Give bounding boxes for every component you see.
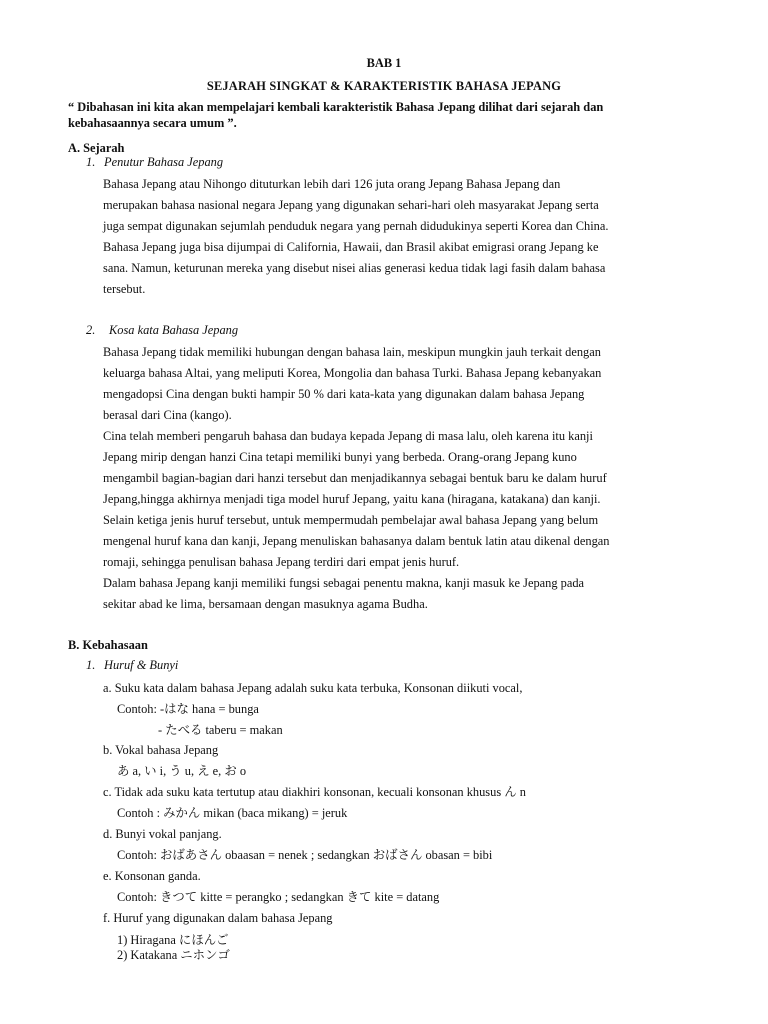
paragraph-line: Dalam bahasa Jepang kanji memiliki fungsi sebagai penentu makna, kanji masuk ke Jepang pada xyxy=(103,576,585,590)
item-f-hiragana: 1) Hiragana にほんご xyxy=(117,933,229,947)
paragraph-line: Bahasa Jepang tidak memiliki hubungan dengan bahasa lain, meskipun mungkin jauh terkait dengan xyxy=(103,345,601,359)
paragraph-line: Selain ketiga jenis huruf tersebut, untuk mempermudah pembelajar awal bahasa Jepang yang belum xyxy=(103,513,599,527)
item-d-example: Contoh: おばあさん obaasan = nenek ; sedangkan おばさん obasan = bibi xyxy=(117,848,493,862)
section-a-sub2-number: 2. xyxy=(86,323,96,337)
paragraph-line: Jepang,hingga akhirnya menjadi tiga model huruf Jepang, yaitu kana (hiragana, katakana) dan kanji. xyxy=(103,492,601,506)
paragraph-line: juga sempat digunakan sejumlah penduduk negara yang pernah didudukinya seperti Korea dan China. xyxy=(103,219,609,233)
paragraph-line: mengadopsi Cina dengan bukti hampir 50 % dari kata-kata yang digunakan dalam bahasa Jepang xyxy=(103,387,585,401)
intro-line-2: kebahasaannya secara umum ”. xyxy=(68,116,237,130)
section-a-sub1-title: Penutur Bahasa Jepang xyxy=(104,155,224,169)
intro-line-1: “ Dibahasan ini kita akan mempelajari kembali karakteristik Bahasa Jepang dilihat dari sejarah dan xyxy=(68,100,604,114)
paragraph-line: merupakan bahasa nasional negara Jepang yang digunakan sehari-hari oleh masyarakat Jepang serta xyxy=(103,198,599,212)
item-c: c. Tidak ada suku kata tertutup atau diakhiri konsonan, kecuali konsonan khusus ん n xyxy=(103,785,526,799)
paragraph-line: keluarga bahasa Altai, yang meliputi Korea, Mongolia dan bahasa Turki. Bahasa Jepang kebanyakan xyxy=(103,366,602,380)
item-a: a. Suku kata dalam bahasa Jepang adalah suku kata terbuka, Konsonan diikuti vocal, xyxy=(103,681,523,695)
section-a-heading: A. Sejarah xyxy=(68,141,125,155)
section-a-sub1-number: 1. xyxy=(86,155,96,169)
paragraph-line: Bahasa Jepang atau Nihongo dituturkan lebih dari 126 juta orang Jepang Bahasa Jepang dan xyxy=(103,177,561,191)
paragraph-line: Cina telah memberi pengaruh bahasa dan budaya kepada Jepang di masa lalu, oleh karena itu kanji xyxy=(103,429,593,443)
paragraph-line: Bahasa Jepang juga bisa dijumpai di California, Hawaii, dan Brasil akibat emigrasi orang Jepang ke xyxy=(103,240,599,254)
chapter-label: BAB 1 xyxy=(366,56,402,70)
paragraph-line: berasal dari Cina (kango). xyxy=(103,408,232,422)
section-b-sub1-number: 1. xyxy=(86,658,96,672)
item-e: e. Konsonan ganda. xyxy=(103,869,201,883)
item-b: b. Vokal bahasa Jepang xyxy=(103,743,219,757)
item-a-example-2: - たべる taberu = makan xyxy=(158,723,283,737)
paragraph-line: sekitar abad ke lima, bersamaan dengan masuknya agama Budha. xyxy=(103,597,428,611)
paragraph-line: romaji, sehingga penulisan bahasa Jepang terdiri dari empat jenis huruf. xyxy=(103,555,460,569)
item-b-example: あ a, い i, う u, え e, お o xyxy=(117,764,247,778)
section-b-sub1-title: Huruf & Bunyi xyxy=(104,658,179,672)
item-f-katakana: 2) Katakana ニホンゴ xyxy=(117,948,230,962)
paragraph-line: tersebut. xyxy=(103,282,146,296)
paragraph-line: mengenal huruf kana dan kanji, Jepang menuliskan bahasanya dalam bentuk latin atau dikenal dengan xyxy=(103,534,610,548)
item-f: f. Huruf yang digunakan dalam bahasa Jepang xyxy=(103,911,333,925)
paragraph-line: mengambil bagian-bagian dari hanzi tersebut dan menjadikannya sebagai bentuk baru ke dalam huruf xyxy=(103,471,607,485)
chapter-title: SEJARAH SINGKAT & KARAKTERISTIK BAHASA JEPANG xyxy=(206,79,562,93)
section-a-sub2-title: Kosa kata Bahasa Jepang xyxy=(109,323,239,337)
item-e-example: Contoh: きつて kitte = perangko ; sedangkan きて kite = datang xyxy=(117,890,440,904)
item-d: d. Bunyi vokal panjang. xyxy=(103,827,222,841)
paragraph-line: sana. Namun, keturunan mereka yang disebut nisei alias generasi kedua tidak lagi fasih dalam bahasa xyxy=(103,261,606,275)
item-c-example: Contoh : みかん mikan (baca mikang) = jeruk xyxy=(117,806,348,820)
item-a-example-1: Contoh: -はな hana = bunga xyxy=(117,702,259,716)
paragraph-line: Jepang mirip dengan hanzi Cina tetapi memiliki bunyi yang berbeda. Orang-orang Jepang kuno xyxy=(103,450,577,464)
section-b-heading: B. Kebahasaan xyxy=(68,638,148,652)
